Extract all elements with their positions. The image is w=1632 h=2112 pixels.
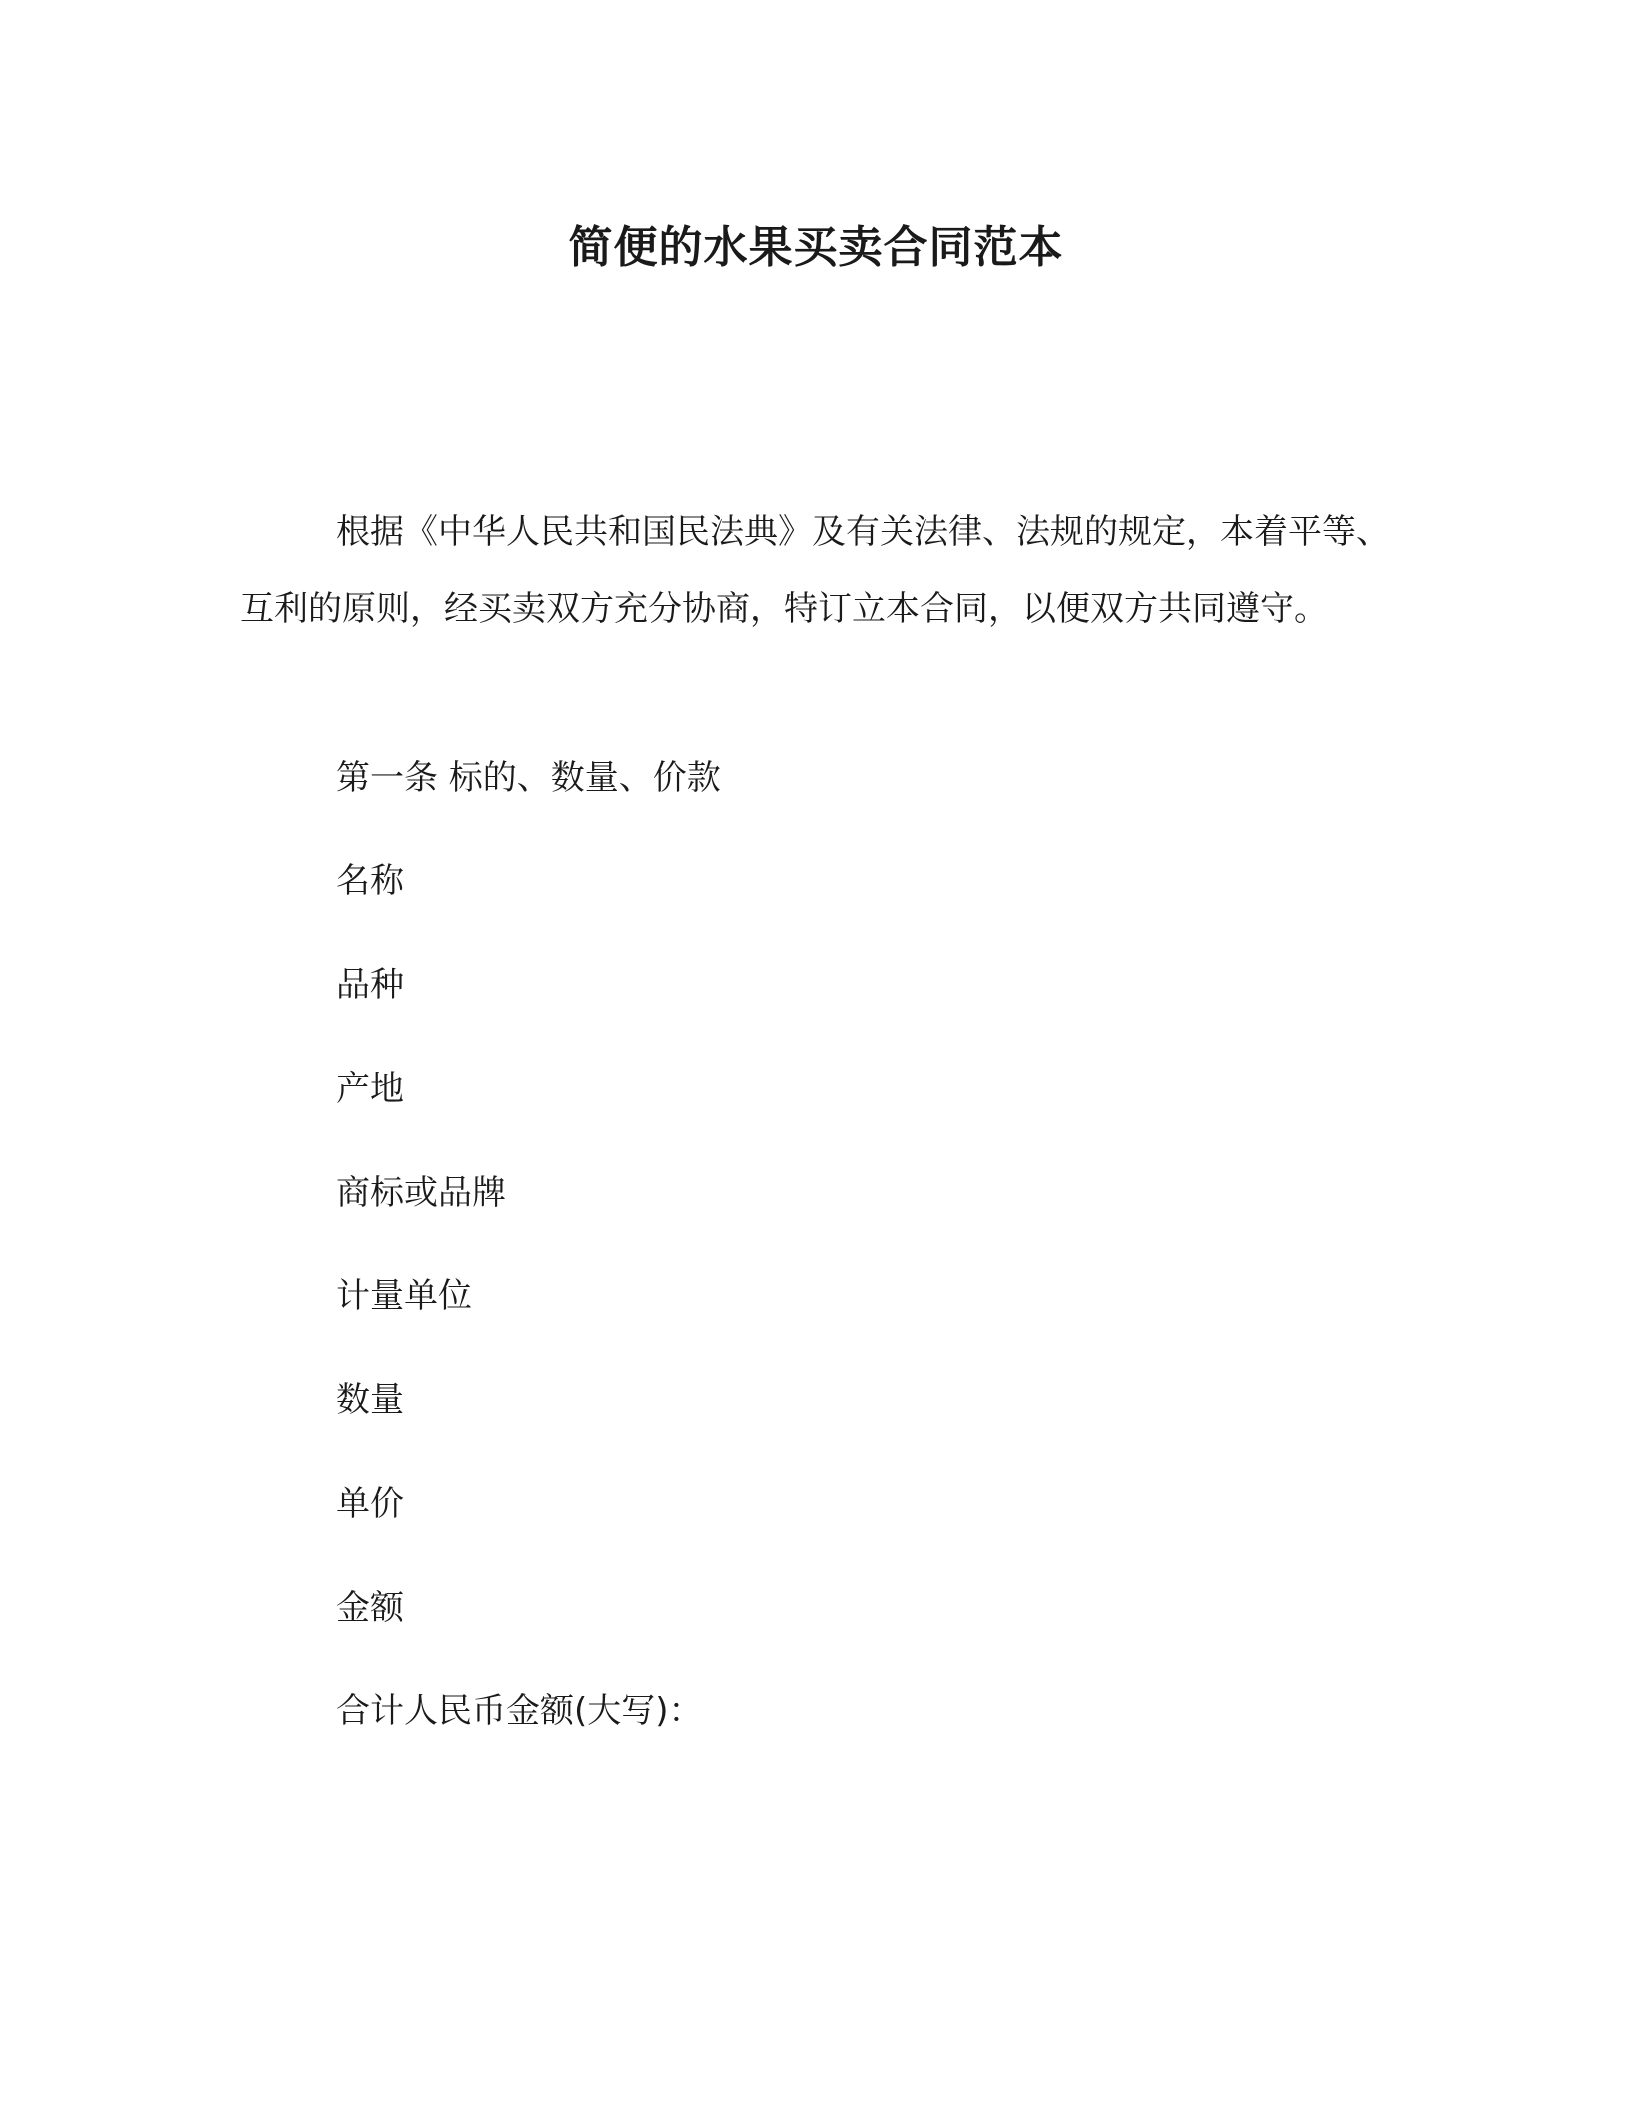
field-unit: 计量单位 [336, 1276, 472, 1316]
document-title: 简便的水果买卖合同范本 [568, 222, 1064, 273]
field-total-rmb: 合计人民币金额(大写)： [336, 1691, 703, 1731]
article-1-heading: 第一条 标的、数量、价款 [336, 758, 721, 798]
field-origin: 产地 [336, 1069, 404, 1109]
field-amount: 金额 [336, 1588, 404, 1628]
field-unit-price: 单价 [336, 1484, 404, 1524]
field-variety: 品种 [336, 965, 404, 1005]
field-quantity: 数量 [336, 1380, 404, 1420]
intro-paragraph: 根据《中华人民共和国民法典》及有关法律、法规的规定，本着平等、互利的原则，经买卖双方充分协商，特订立本合同，以便双方共同遵守。 [240, 512, 1390, 629]
field-brand: 商标或品牌 [336, 1173, 506, 1213]
field-name: 名称 [336, 861, 404, 901]
